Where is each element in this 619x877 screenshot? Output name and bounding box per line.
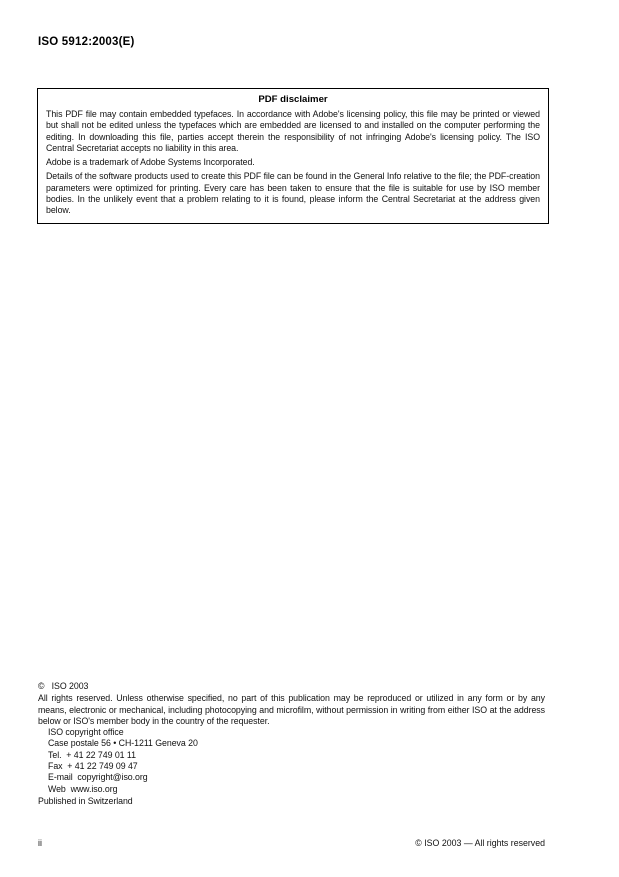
iso-address-block — [48, 727, 545, 795]
address-line-telephone: Tel. + 41 22 749 01 11 — [48, 749, 136, 760]
address-line-fax: Fax + 41 22 749 09 47 — [48, 761, 138, 772]
rights-reserved-statement: All rights reserved. Unless otherwise specified, no part of this publication may be reproduced or utilized in any form or by any means, electronic or mechanical, including photocopying and microfilm, without permission in writing from either ISO at the address below or ISO's member body in the country of the requester. — [38, 693, 545, 726]
published-in-line: Published in Switzerland — [38, 795, 133, 806]
pdf-disclaimer-box — [37, 88, 549, 224]
disclaimer-paragraph-typefaces: This PDF file may contain embedded typefaces. In accordance with Adobe's licensing policy, this file may be printed or viewed but shall not be edited unless the typefaces which are embedded are licensed to and installed on the computer performing the editing. In downloading this file, parties accept therein the responsibility of not infringing Adobe's licensing policy. The ISO Central Secretariat accepts no liability in this area. — [46, 109, 540, 153]
disclaimer-paragraph-adobe-trademark: Adobe is a trademark of Adobe Systems Incorporated. — [46, 157, 255, 168]
disclaimer-title: PDF disclaimer — [258, 94, 328, 105]
document-reference-title: ISO 5912:2003(E) — [38, 36, 135, 48]
address-line-office: ISO copyright office — [48, 727, 124, 738]
page-number: ii — [38, 838, 42, 848]
disclaimer-paragraph-software-details: Details of the software products used to create this PDF file can be found in the General Info relative to the file; the PDF-creation parameters were optimized for printing. Every care has been taken to ensure that the file is suitable for use by ISO member bodies. In the unlikely event that a problem relating to it is found, please inform the Central Secretariat at the address given below. — [46, 171, 540, 216]
address-line-web: Web www.iso.org — [48, 783, 118, 794]
page-footer — [38, 838, 545, 849]
address-line-postal: Case postale 56 • CH-1211 Geneva 20 — [48, 738, 198, 749]
copyright-year-line: © ISO 2003 — [38, 681, 89, 691]
copyright-block — [38, 681, 545, 807]
footer-copyright-notice: © ISO 2003 — All rights reserved — [415, 838, 545, 848]
address-line-email: E-mail copyright@iso.org — [48, 772, 148, 783]
